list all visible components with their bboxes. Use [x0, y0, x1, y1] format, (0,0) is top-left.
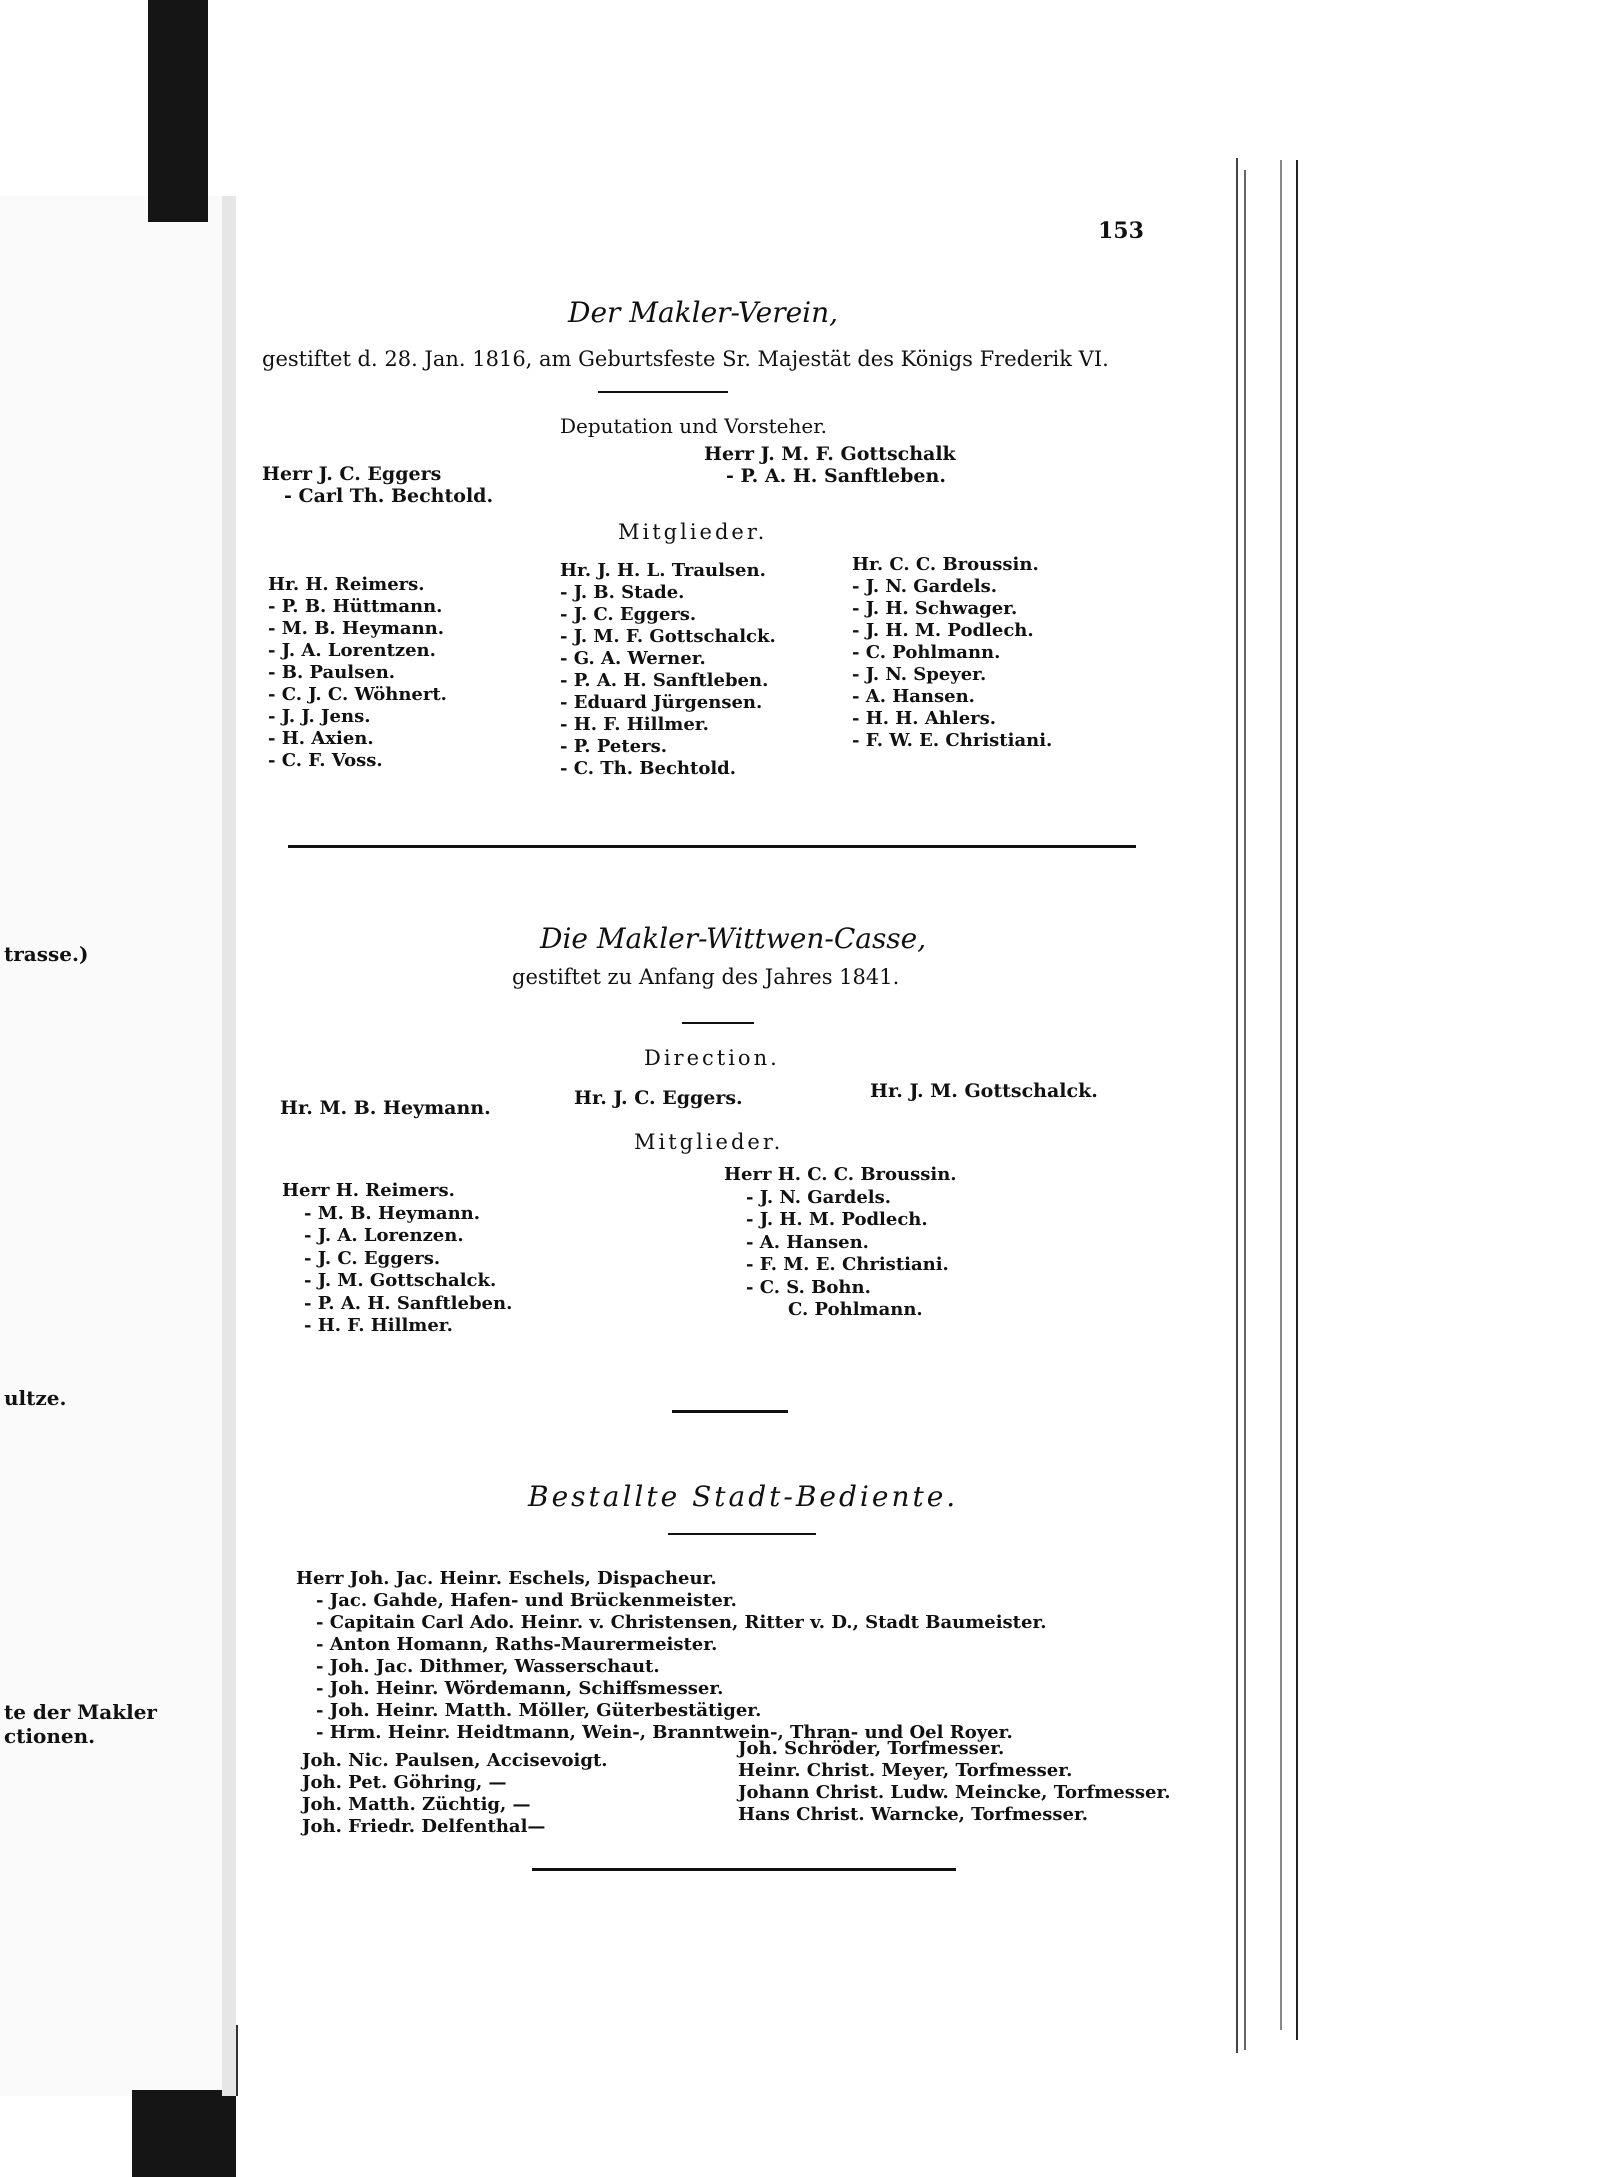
member: - J. C. Eggers. — [560, 604, 697, 625]
deputation-entry: - Carl Th. Bechtold. — [284, 485, 494, 507]
member: - G. A. Werner. — [560, 648, 706, 669]
members-column-3 — [852, 554, 1052, 752]
left-fragment: ultze. — [4, 1386, 67, 1410]
section-divider — [672, 1410, 788, 1413]
city-servants-list — [296, 1568, 1047, 1744]
page-edge — [1280, 160, 1282, 2030]
servant-entry: Hans Christ. Warncke, Torfmesser. — [738, 1804, 1089, 1825]
left-fragment: te der Makler — [4, 1700, 157, 1724]
left-page — [0, 196, 225, 2096]
member: - J. N. Gardels. — [852, 576, 998, 597]
deputation-entry: Herr J. M. F. Gottschalk — [704, 443, 956, 465]
servant-entry: - Joh. Heinr. Matth. Möller, Güterbestätiger. — [316, 1700, 762, 1721]
member: - J. B. Stade. — [560, 582, 685, 603]
members-column-1 — [268, 574, 447, 772]
direction-heading: Direction. — [644, 1046, 780, 1070]
left-fragment: trasse.) — [4, 942, 89, 966]
member: - J. J. Jens. — [268, 706, 371, 727]
section-divider — [532, 1868, 956, 1871]
member: - Eduard Jürgensen. — [560, 692, 763, 713]
members-left — [282, 1180, 512, 1338]
direction-member: Hr. J. M. Gottschalck. — [870, 1080, 1098, 1102]
servant-entry: - Hrm. Heinr. Heidtmann, Wein-, Branntwein-, Thran- und Oel Royer. — [316, 1722, 1013, 1743]
servant-entry: Joh. Friedr. Delfenthal— — [302, 1816, 546, 1837]
divider — [682, 1022, 754, 1024]
members-right — [724, 1164, 957, 1322]
member: - H. F. Hillmer. — [304, 1315, 453, 1336]
direction-member: Hr. J. C. Eggers. — [574, 1087, 743, 1109]
deputation-entry: Herr J. C. Eggers — [262, 463, 442, 485]
member: Hr. C. C. Broussin. — [852, 554, 1039, 575]
divider — [668, 1533, 816, 1535]
direction-member: Hr. M. B. Heymann. — [280, 1097, 491, 1119]
member: Herr H. Reimers. — [282, 1180, 455, 1201]
member: - J. H. Schwager. — [852, 598, 1018, 619]
page-number: 153 — [1098, 218, 1144, 244]
servant-entry: - Joh. Heinr. Wördemann, Schiffsmesser. — [316, 1678, 724, 1699]
page-edge — [1244, 170, 1246, 2050]
member: - C. J. C. Wöhnert. — [268, 684, 447, 705]
member: Herr H. C. C. Broussin. — [724, 1164, 957, 1185]
section-title: Die Makler-Wittwen-Casse, — [540, 922, 927, 955]
member: - P. A. H. Sanftleben. — [560, 670, 769, 691]
member: Hr. H. Reimers. — [268, 574, 425, 595]
member: - C. Pohlmann. — [852, 642, 1001, 663]
member: - P. Peters. — [560, 736, 667, 757]
servant-entry: Herr Joh. Jac. Heinr. Eschels, Dispacheur. — [296, 1568, 717, 1589]
member: - H. F. Hillmer. — [560, 714, 709, 735]
page-edge — [1236, 158, 1238, 2053]
deputation-right — [704, 443, 956, 487]
left-fragment: ctionen. — [4, 1724, 96, 1748]
member: - P. B. Hüttmann. — [268, 596, 443, 617]
servant-entry: Joh. Schröder, Torfmesser. — [738, 1738, 1005, 1759]
member: - J. H. M. Podlech. — [746, 1209, 928, 1230]
section-title: Bestallte Stadt-Bediente. — [528, 1480, 959, 1513]
section-subtitle: gestiftet zu Anfang des Jahres 1841. — [512, 965, 900, 989]
member: - J. M. Gottschalck. — [304, 1270, 497, 1291]
servant-entry: - Capitain Carl Ado. Heinr. v. Christensen, Ritter v. D., Stadt Baumeister. — [316, 1612, 1047, 1633]
servant-entry: - Joh. Jac. Dithmer, Wasserschaut. — [316, 1656, 660, 1677]
member: - J. A. Lorenzen. — [304, 1225, 464, 1246]
member: - C. S. Bohn. — [746, 1276, 871, 1298]
deputation-entry: - P. A. H. Sanftleben. — [726, 465, 946, 487]
member: - M. B. Heymann. — [304, 1202, 481, 1224]
section-title: Der Makler-Verein, — [568, 296, 839, 329]
servant-entry: - Jac. Gahde, Hafen- und Brückenmeister. — [316, 1590, 737, 1611]
servant-entry: Joh. Pet. Göhring, — — [302, 1772, 507, 1793]
servant-entry: Joh. Matth. Züchtig, — — [302, 1794, 531, 1815]
member: - B. Paulsen. — [268, 662, 396, 683]
member: - C. Th. Bechtold. — [560, 758, 737, 779]
bottom-left-list — [302, 1750, 608, 1838]
servant-entry: Johann Christ. Ludw. Meincke, Torfmesser. — [738, 1782, 1171, 1803]
member: - F. M. E. Christiani. — [746, 1254, 949, 1275]
scan-border — [132, 2090, 236, 2177]
member: - J. M. F. Gottschalck. — [560, 626, 776, 647]
member: - H. H. Ahlers. — [852, 708, 997, 729]
member: C. Pohlmann. — [788, 1299, 923, 1320]
section-subtitle: gestiftet d. 28. Jan. 1816, am Geburtsfeste Sr. Majestät des Königs Frederik VI. — [262, 347, 1109, 371]
member: - J. H. M. Podlech. — [852, 620, 1034, 641]
servant-entry: Joh. Nic. Paulsen, Accisevoigt. — [302, 1750, 608, 1771]
bottom-right-list — [738, 1738, 1171, 1826]
member: - A. Hansen. — [852, 686, 975, 707]
member: - J. C. Eggers. — [304, 1247, 441, 1269]
member: - P. A. H. Sanftleben. — [304, 1292, 513, 1314]
servant-entry: Heinr. Christ. Meyer, Torfmesser. — [738, 1760, 1073, 1781]
member: - J. N. Gardels. — [746, 1186, 892, 1208]
deputation-heading: Deputation und Vorsteher. — [560, 414, 827, 438]
servant-entry: - Anton Homann, Raths-Maurermeister. — [316, 1634, 718, 1655]
member: - F. W. E. Christiani. — [852, 730, 1053, 751]
page-edge — [1296, 160, 1298, 2040]
scan-border — [148, 0, 208, 222]
section-divider — [288, 845, 1136, 848]
member: - C. F. Voss. — [268, 750, 383, 771]
member: - H. Axien. — [268, 728, 374, 749]
member: - J. N. Speyer. — [852, 664, 987, 685]
members-heading: Mitglieder. — [634, 1130, 784, 1154]
member: - A. Hansen. — [746, 1231, 869, 1253]
member: - J. A. Lorentzen. — [268, 640, 436, 661]
members-column-2 — [560, 560, 776, 780]
divider — [598, 391, 728, 393]
deputation-left — [262, 463, 493, 507]
member: - M. B. Heymann. — [268, 618, 445, 639]
member: Hr. J. H. L. Traulsen. — [560, 560, 766, 581]
members-heading: Mitglieder. — [618, 520, 768, 544]
